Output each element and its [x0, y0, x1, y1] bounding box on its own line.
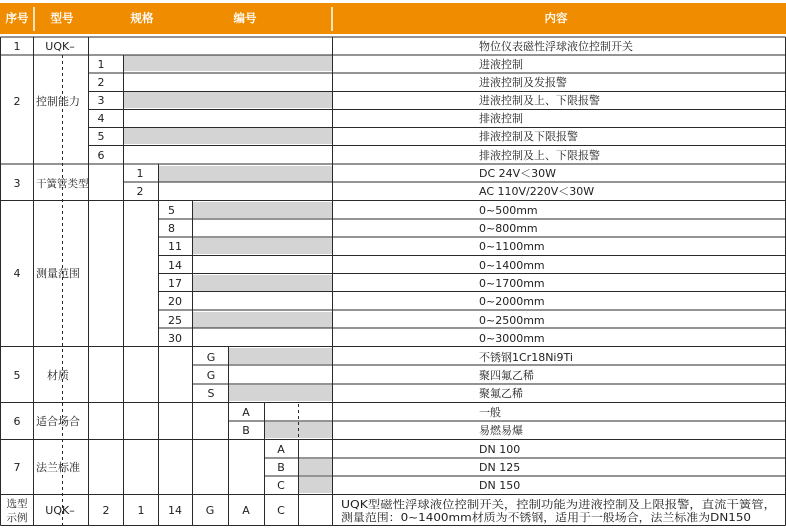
group7-code: B [277, 461, 285, 474]
table-lines [1, 37, 786, 526]
group2-code: 6 [97, 149, 105, 162]
group5-code: G [206, 369, 216, 382]
example-label: 选型 [6, 498, 28, 510]
group7-seq: 7 [13, 461, 21, 474]
group4-content: 0~2000mm [479, 295, 545, 308]
example-code: 1 [137, 504, 145, 517]
row1-seq: 1 [13, 40, 21, 53]
group5-code: S [207, 387, 215, 400]
group5-seq: 5 [13, 369, 21, 382]
group2-content: 排液控制 [479, 112, 523, 125]
example-code: C [277, 504, 285, 517]
group4-content: 0~800mm [479, 222, 538, 235]
header-code: 编号 [233, 11, 257, 25]
header-band [0, 3, 786, 34]
group6-seq: 6 [13, 415, 21, 428]
group4-content: 0~1100mm [479, 240, 545, 253]
example-code: G [205, 504, 215, 517]
group2-code: 2 [97, 76, 105, 89]
group4-seq: 4 [13, 267, 21, 280]
group5-code: G [206, 351, 216, 364]
group4-code: 11 [168, 240, 182, 253]
group4-code: 17 [168, 277, 182, 290]
group3-content: AC 110V/220V＜30W [479, 185, 595, 198]
row1-content: 物位仪表磁性浮球液位控制开关 [479, 40, 633, 53]
example-model: UQK– [45, 504, 75, 517]
group4-code: 14 [168, 259, 182, 272]
group5-content: 聚氟乙稀 [479, 387, 523, 400]
group7-code: C [277, 479, 285, 492]
group6-content: 易燃易爆 [479, 424, 523, 437]
group3-code: 1 [136, 167, 144, 180]
row1-model: UQK– [45, 40, 75, 53]
group4-content: 0~2500mm [479, 314, 545, 327]
group7-content: DN 100 [479, 443, 521, 456]
group5-content: 不锈钢1Cr18Ni9Ti [479, 351, 573, 364]
group7-label: 法兰标准 [36, 461, 80, 474]
group6-code: A [242, 406, 250, 419]
group6-content: 一般 [479, 406, 501, 419]
example-code: 14 [168, 504, 182, 517]
group4-code: 30 [168, 332, 182, 345]
group3-seq: 3 [13, 177, 21, 190]
header-model: 型号 [50, 11, 74, 25]
group2-code: 5 [97, 130, 105, 143]
example-description: UQK型磁性浮球液位控制开关，控制功能为进液控制及上限报警，直流干簧管， [341, 498, 728, 511]
group2-content: 排液控制及下限报警 [479, 130, 578, 143]
group4-content: 0~500mm [479, 204, 538, 217]
example-code: A [242, 504, 250, 517]
group2-code: 1 [97, 58, 105, 71]
group4-content: 0~3000mm [479, 332, 545, 345]
group4-code: 20 [168, 295, 182, 308]
group5-label: 材质 [47, 369, 69, 382]
header-content: 内容 [544, 11, 568, 25]
group3-content: DC 24V＜30W [479, 167, 557, 180]
header-seq: 序号 [5, 11, 29, 25]
group2-content: 排液控制及上、下限报警 [479, 149, 600, 162]
group6-code: B [242, 424, 250, 437]
group2-label: 控制能力 [36, 95, 80, 108]
group4-code: 25 [168, 314, 182, 327]
header-spec: 规格 [130, 11, 154, 25]
group4-code: 5 [168, 204, 175, 217]
group6-label: 适合场合 [36, 415, 80, 428]
group4-content: 0~1400mm [479, 259, 545, 272]
group2-code: 4 [97, 112, 105, 125]
group2-content: 进液控制及上、下限报警 [479, 94, 600, 107]
group7-content: DN 150 [479, 479, 521, 492]
group2-content: 进液控制及发报警 [479, 76, 567, 89]
group5-content: 聚四氟乙稀 [479, 369, 534, 382]
group4-content: 0~1700mm [479, 277, 545, 290]
group3-code: 2 [136, 185, 144, 198]
group4-code: 8 [168, 222, 175, 235]
group3-label: 干簧管类型 [36, 178, 89, 190]
example-label: 示例 [6, 512, 28, 524]
example-code: 2 [102, 504, 110, 517]
group7-code: A [277, 443, 285, 456]
group7-content: DN 125 [479, 461, 521, 474]
group2-code: 3 [97, 94, 105, 107]
group2-seq: 2 [13, 95, 21, 108]
group4-label: 测量范围 [36, 267, 80, 280]
example-description: 测量范围：0~1400mm材质为不锈钢，适用于一般场合，法兰标准为DN150 [341, 511, 720, 524]
group2-content: 进液控制 [479, 58, 523, 71]
